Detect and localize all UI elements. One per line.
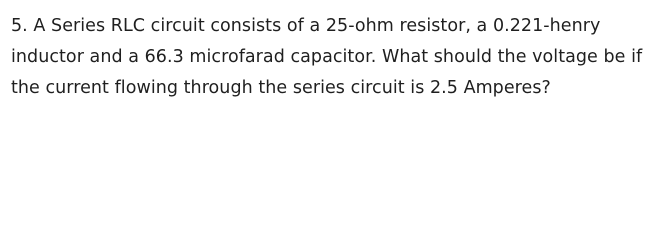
question-line-2: inductor and a 66.3 microfarad capacitor. What should the voltage be if <box>11 47 643 67</box>
question-text-block <box>0 0 656 111</box>
question-line-3: the current flowing through the series circuit is 2.5 Amperes? <box>11 78 551 98</box>
question-line-1: 5. A Series RLC circuit consists of a 25-ohm resistor, a 0.221-henry <box>11 16 601 36</box>
